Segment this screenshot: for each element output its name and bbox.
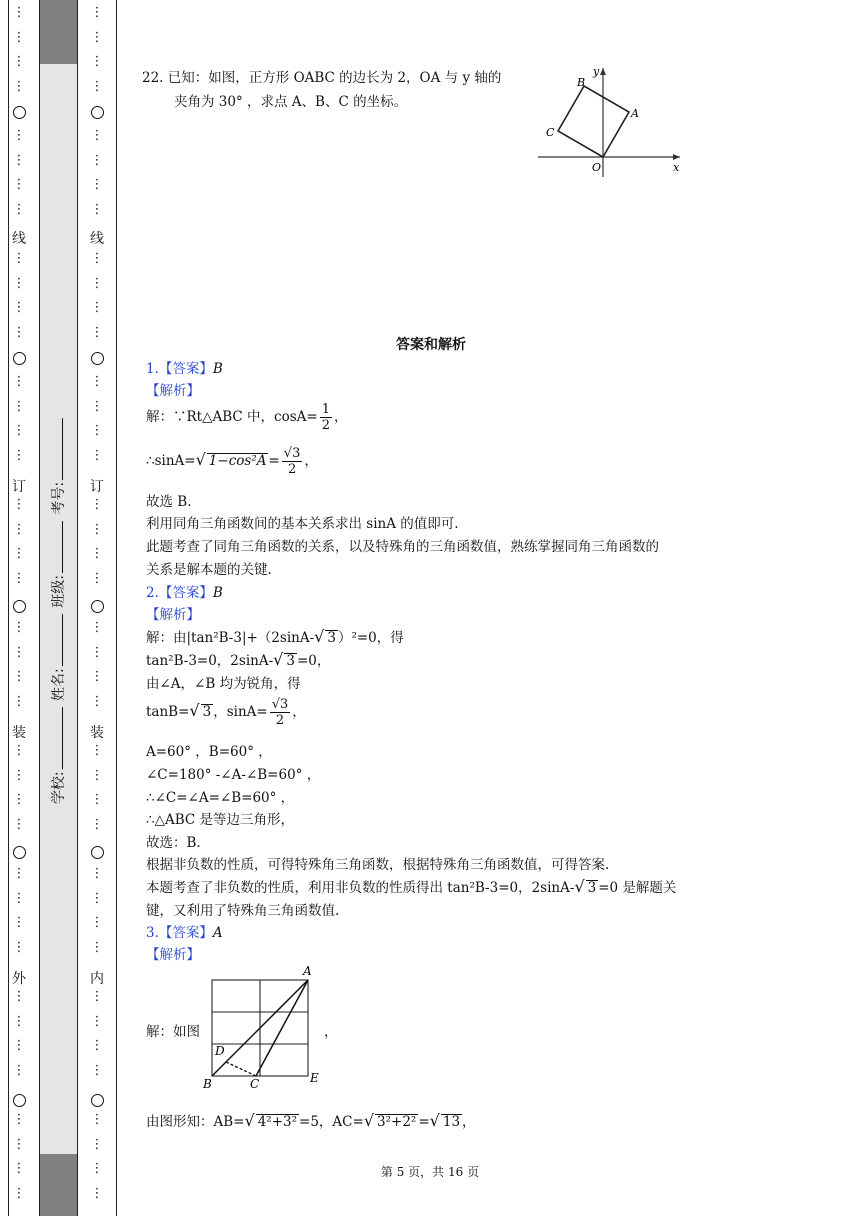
answer-3-choice: A [212, 925, 223, 941]
fig22-label-y: y [593, 65, 600, 78]
margin-dots: ⋮ [12, 324, 26, 340]
outer-label-outside: 外 [12, 971, 26, 987]
fig22-label-C: C [546, 126, 555, 139]
exam-no-label: 考号: [51, 481, 67, 515]
answer-1-line-5: 此题考查了同角三角函数的关系，以及特殊角的三角函数值，熟练掌握同角三角函数的 [146, 539, 659, 555]
answer-2-choice: B [212, 585, 223, 601]
a2-l4-text: tanB= [146, 704, 190, 720]
margin-border-right [116, 0, 117, 1216]
margin-dots: ⋮ [90, 398, 104, 414]
class-blank[interactable] [62, 521, 63, 573]
answer-1-analysis-tag: 【解析】 [146, 383, 200, 399]
margin-dots: ⋮ [90, 743, 104, 758]
margin-dots: ⋮ [12, 177, 26, 193]
margin-dots: ⋮ [12, 546, 26, 562]
margin-dots: ⋮ [90, 251, 104, 266]
answer-1-number: 1. [146, 361, 159, 377]
margin-dots: ⋮ [90, 300, 104, 316]
outer-label-order: 订 [12, 479, 26, 495]
margin-dots: ⋮ [12, 497, 26, 512]
answer-1-line-3: 故选 B. [146, 494, 192, 510]
margin-circle [13, 846, 26, 859]
margin-dots: ⋮ [90, 152, 104, 168]
question-22-line-1 [142, 66, 501, 86]
a2-l11-sqrt: 3 [587, 880, 597, 896]
margin-dots: ⋮ [12, 275, 26, 291]
margin-dots: ⋮ [12, 669, 26, 685]
answer-2-line-10: 根据非负数的性质，可得特殊角三角函数，根据特殊角三角函数值，可得答案. [146, 857, 610, 873]
margin-dots: ⋮ [90, 939, 104, 955]
margin-dots: ⋮ [90, 1136, 104, 1152]
margin-dots: ⋮ [12, 1161, 26, 1177]
margin-line-1 [39, 0, 40, 1216]
margin-dots: ⋮ [12, 201, 26, 217]
a1-l1-post: ， [333, 409, 348, 425]
inner-label-order: 订 [90, 479, 104, 495]
margin-circle [13, 352, 26, 365]
margin-dots: ⋮ [90, 669, 104, 685]
a3-l2-sqrt1: 4²+3² [257, 1114, 298, 1130]
answer-2-tag: 【答案】 [158, 585, 213, 601]
margin-dots: ⋮ [12, 570, 26, 586]
margin-dots: ⋮ [12, 1062, 26, 1078]
outer-dotted-line [9, 0, 29, 1216]
a2-fraction-root3 [270, 697, 291, 728]
margin-dots: ⋮ [12, 1185, 26, 1201]
answer-2-line-2: tan²B-3=0，2sinA-√ 3 =0， [146, 650, 331, 669]
a1-frac2-den: 2 [287, 462, 297, 477]
margin-dots: ⋮ [12, 816, 26, 832]
fig22-label-O: O [592, 161, 602, 174]
margin-dots: ⋮ [90, 275, 104, 291]
margin-circle [91, 600, 104, 613]
a1-l2-eq: = [268, 453, 280, 469]
school-blank[interactable] [62, 707, 63, 769]
margin-dots: ⋮ [12, 644, 26, 660]
a1-sqrt: 1−cos²A [208, 453, 267, 469]
answer-3-line-1: 解：如图 [146, 1024, 200, 1040]
fig3-label-E: E [310, 1071, 319, 1085]
answer-1-choice: B [212, 361, 223, 377]
margin-dots: ⋮ [12, 300, 26, 316]
margin-dots: ⋮ [90, 620, 104, 635]
school-label: 学校: [51, 771, 67, 805]
a3-l2-mid: =5，AC= [299, 1114, 364, 1130]
a1-frac-den: 2 [321, 418, 330, 433]
margin-dots: ⋮ [12, 989, 26, 1004]
margin-dots: ⋮ [90, 201, 104, 217]
a1-fraction-root3 [282, 446, 303, 477]
margin-dots: ⋮ [12, 251, 26, 266]
a1-l1-text: 解：∵Rt△ABC 中，cosA= [146, 409, 318, 425]
inner-label-inside: 内 [90, 971, 104, 987]
a3-l2-post: ， [462, 1114, 476, 1130]
a3-l2-sqrt2: 3²+2² [377, 1114, 417, 1130]
margin-dots: ⋮ [12, 398, 26, 414]
margin-dots: ⋮ [90, 1112, 104, 1127]
answer-2-line-9: 故选：B. [146, 835, 201, 851]
margin-dots: ⋮ [90, 767, 104, 783]
a2-l4-mid: ，sinA= [213, 704, 268, 720]
a2-frac-num: √3 [271, 697, 289, 712]
answer-2-line-7: ∴∠C=∠A=∠B=60° ， [146, 790, 295, 806]
margin-dots: ⋮ [90, 78, 104, 94]
margin-dots: ⋮ [90, 5, 104, 20]
margin-dots: ⋮ [90, 816, 104, 832]
a1-l2-text: ∴sinA= [146, 453, 196, 469]
fig3-label-A: A [303, 964, 312, 978]
margin-dots: ⋮ [12, 693, 26, 709]
fig3-label-D: D [215, 1044, 225, 1058]
answer-2-line-11: 本题考查了非负数的性质，利用非负数的性质得出 tan²B-3=0，2sinA-√ 3 =0 是解题关 [146, 877, 677, 896]
margin-dots: ⋮ [90, 915, 104, 931]
a2-l2-sqrt: 3 [286, 653, 295, 669]
question-22-line-2: 夹角为 30° ，求点 A、B、C 的坐标。 [174, 94, 408, 110]
margin-dots: ⋮ [12, 1013, 26, 1029]
answer-1-line-2: ∴sinA=√ 1−cos²A = $\frac{√3}{2}$ ， [146, 446, 318, 477]
margin-circle [13, 106, 26, 119]
margin-dots: ⋮ [12, 1038, 26, 1054]
margin-dots: ⋮ [12, 152, 26, 168]
a2-l2-text: tan²B-3=0，2sinA- [146, 653, 274, 669]
margin-dots: ⋮ [12, 423, 26, 439]
a2-l1-sqrt: 3 [327, 630, 336, 646]
margin-dots: ⋮ [90, 792, 104, 808]
a2-l4-post: ， [292, 704, 306, 720]
margin-dots: ⋮ [90, 521, 104, 537]
margin-line-2 [77, 0, 78, 1216]
margin-dots: ⋮ [12, 792, 26, 808]
binding-margin [0, 0, 116, 1216]
margin-dots: ⋮ [90, 447, 104, 463]
margin-dots: ⋮ [90, 374, 104, 389]
margin-dots: ⋮ [90, 693, 104, 709]
margin-dots: ⋮ [90, 644, 104, 660]
margin-dots: ⋮ [12, 866, 26, 881]
a1-frac-num: 1 [321, 402, 330, 417]
answer-3-tag: 【答案】 [158, 925, 213, 941]
margin-dots: ⋮ [90, 423, 104, 439]
question-22-text-1: 已知：如图，正方形 OABC 的边长为 2，OA 与 y 轴的 [167, 70, 502, 86]
margin-dots: ⋮ [12, 939, 26, 955]
answer-2-number: 2. [146, 585, 159, 601]
answer-1-line-1 [146, 402, 347, 433]
student-info-fields [44, 400, 72, 820]
margin-dots: ⋮ [12, 521, 26, 537]
fig3-label-C: C [250, 1077, 260, 1090]
margin-dots: ⋮ [12, 447, 26, 463]
exam-no-blank[interactable] [62, 418, 63, 480]
margin-dots: ⋮ [90, 866, 104, 881]
margin-circle [13, 600, 26, 613]
margin-dots: ⋮ [90, 177, 104, 193]
answer-2-line-5: A=60° ，B=60° ， [146, 744, 272, 760]
margin-dots: ⋮ [12, 54, 26, 70]
margin-dots: ⋮ [12, 1112, 26, 1127]
question-22-number: 22. [142, 70, 164, 86]
margin-circle [91, 106, 104, 119]
a1-frac2-num: √3 [283, 446, 301, 461]
a2-l2-post: =0， [296, 653, 331, 669]
a2-l1-post: ）²=0，得 [337, 630, 404, 646]
outer-label-bind: 装 [12, 725, 26, 741]
answer-2-header [146, 581, 223, 601]
answer-3-number: 3. [146, 925, 159, 941]
answer-1-line-6: 关系是解本题的关键. [146, 562, 272, 578]
margin-dots: ⋮ [90, 1161, 104, 1177]
margin-dots: ⋮ [90, 29, 104, 45]
answer-3-analysis-tag: 【解析】 [146, 947, 200, 963]
answer-3-grid-figure [200, 962, 330, 1090]
margin-dots: ⋮ [12, 1136, 26, 1152]
margin-top-cap [39, 0, 77, 64]
margin-circle [13, 1094, 26, 1107]
a1-l2-post: ， [304, 453, 318, 469]
margin-dots: ⋮ [12, 915, 26, 931]
margin-dots: ⋮ [12, 620, 26, 635]
name-blank[interactable] [62, 614, 63, 666]
margin-circle [91, 352, 104, 365]
a2-l11-post: =0 是解题关 [598, 880, 677, 896]
margin-dots: ⋮ [12, 29, 26, 45]
inner-label-bind: 装 [90, 725, 104, 741]
answer-2-line-12: 键，又利用了特殊角三角函数值. [146, 903, 340, 919]
margin-dots: ⋮ [90, 989, 104, 1004]
answer-2-line-4: tanB=√ 3 ，sinA= $\frac{√3}{2}$ ， [146, 697, 306, 728]
margin-dots: ⋮ [12, 890, 26, 906]
a3-l2-text: 由图形知：AB= [146, 1114, 245, 1130]
outer-label-line: 线 [12, 231, 26, 247]
margin-dots: ⋮ [90, 497, 104, 512]
margin-dots: ⋮ [12, 767, 26, 783]
answer-1-header [146, 357, 223, 377]
fig22-label-A: A [631, 107, 639, 120]
answer-3-header [146, 921, 223, 941]
answer-2-line-6: ∠C=180° -∠A-∠B=60° ， [146, 767, 321, 783]
margin-dots: ⋮ [90, 1062, 104, 1078]
margin-dots: ⋮ [12, 374, 26, 389]
a3-l2-sqrt3: 13 [442, 1114, 461, 1130]
fig22-label-x: x [673, 161, 680, 174]
a2-frac-den: 2 [275, 713, 285, 728]
margin-dots: ⋮ [12, 128, 26, 143]
answer-3-line-1-post: ， [324, 1024, 338, 1040]
margin-dots: ⋮ [90, 1013, 104, 1029]
fig22-label-B: B [577, 76, 586, 89]
margin-dots: ⋮ [12, 78, 26, 94]
class-label: 班级: [51, 575, 67, 608]
inner-label-line: 线 [90, 231, 104, 247]
margin-dots: ⋮ [12, 5, 26, 20]
margin-dots: ⋮ [90, 570, 104, 586]
margin-circle [91, 846, 104, 859]
page-footer: 第 5 页，共 16 页 [380, 1165, 480, 1179]
section-title: 答案和解析 [396, 337, 466, 353]
answer-2-line-8: ∴△ABC 是等边三角形， [146, 812, 295, 828]
margin-dots: ⋮ [90, 546, 104, 562]
margin-dots: ⋮ [90, 890, 104, 906]
a1-fraction-half [320, 402, 332, 433]
margin-dots: ⋮ [90, 1038, 104, 1054]
name-label: 姓名: [51, 668, 67, 701]
a2-l4-sqrt: 3 [202, 704, 212, 720]
question-22-figure [534, 62, 684, 180]
answer-1-line-4: 利用同角三角函数间的基本关系求出 sinA 的值即可. [146, 516, 459, 532]
margin-dots: ⋮ [90, 1185, 104, 1201]
a3-l2-eq: = [418, 1114, 430, 1130]
answer-2-line-1: 解：由|tan²B-3|+（2sinA-√ 3 ）²=0，得 [146, 627, 404, 646]
inner-dotted-line [87, 0, 107, 1216]
margin-dots: ⋮ [90, 128, 104, 143]
fig3-label-B: B [203, 1077, 212, 1090]
a2-l1-text: 解：由|tan²B-3|+（2sinA- [146, 630, 315, 646]
answer-2-line-3: 由∠A，∠B 均为锐角，得 [146, 676, 301, 692]
answer-3-line-2: 由图形知：AB=√ 4²+3² =5，AC=√ 3²+2² =√ 13 ， [146, 1111, 476, 1130]
margin-dots: ⋮ [90, 54, 104, 70]
answer-2-analysis-tag: 【解析】 [146, 607, 200, 623]
margin-circle [91, 1094, 104, 1107]
margin-dots: ⋮ [90, 324, 104, 340]
answer-1-tag: 【答案】 [158, 361, 213, 377]
a2-l11-text: 本题考查了非负数的性质，利用非负数的性质得出 tan²B-3=0，2sinA- [146, 880, 575, 896]
margin-dots: ⋮ [12, 743, 26, 758]
